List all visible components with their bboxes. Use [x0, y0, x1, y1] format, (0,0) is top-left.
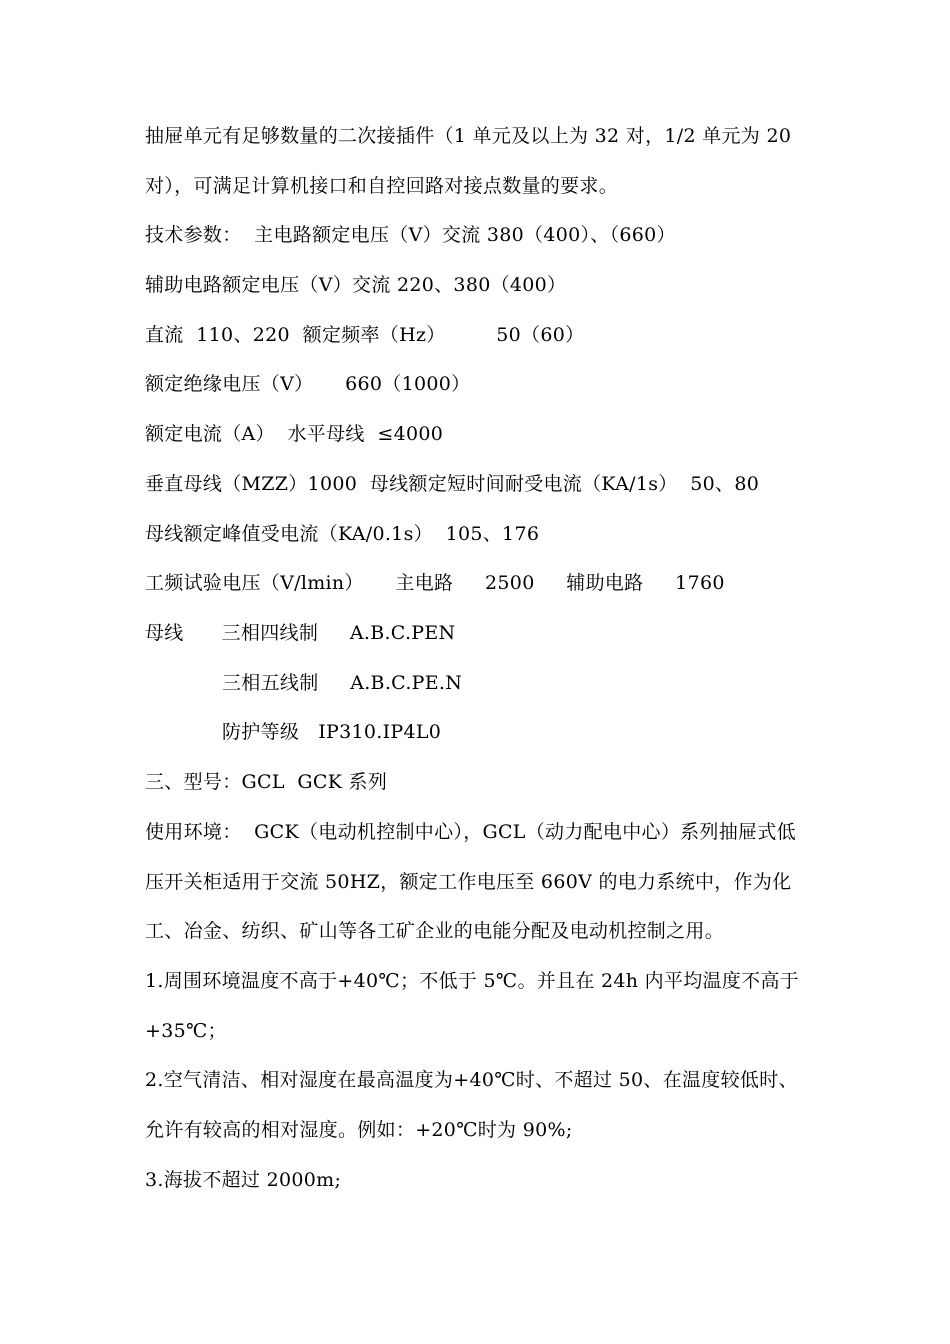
text-line: 直流 110、220 额定频率（Hz） 50（60）: [145, 324, 585, 346]
text-line: 三相五线制 A.B.C.PE.N: [222, 672, 463, 694]
text-line: 压开关柜适用于交流 50HZ，额定工作电压至 660V 的电力系统中，作为化: [145, 871, 792, 893]
text-line: 抽屉单元有足够数量的二次接插件（1 单元及以上为 32 对，1/2 单元为 20: [145, 125, 792, 147]
text-line: 3.海拔不超过 2000m;: [145, 1169, 342, 1191]
text-line: +35℃；: [145, 1020, 227, 1042]
text-line: 辅助电路额定电压（V）交流 220、380（400）: [145, 274, 567, 296]
text-line: 额定电流（A） 水平母线 ≤4000: [145, 423, 444, 445]
text-line: 对），可满足计算机接口和自控回路对接点数量的要求。: [145, 175, 619, 197]
text-line: 母线 三相四线制 A.B.C.PEN: [145, 622, 456, 644]
text-line: 垂直母线（MZZ）1000 母线额定短时间耐受电流（KA/1s） 50、80: [145, 473, 760, 495]
text-line: 母线额定峰值受电流（KA/0.1s） 105、176: [145, 523, 540, 545]
text-line: 2.空气清洁、相对湿度在最高温度为+40℃时、不超过 50、在温度较低时、: [145, 1069, 798, 1091]
text-line: 使用环境： GCK（电动机控制中心），GCL（动力配电中心）系列抽屉式低: [145, 821, 796, 843]
text-line: 工、冶金、纺织、矿山等各工矿企业的电能分配及电动机控制之用。: [145, 920, 725, 942]
text-line: 允许有较高的相对湿度。例如：+20℃时为 90%;: [145, 1119, 573, 1141]
text-line: 1.周围环境温度不高于+40℃；不低于 5℃。并且在 24h 内平均温度不高于: [145, 970, 800, 992]
text-line: 工频试验电压（V/lmin） 主电路 2500 辅助电路 1760: [145, 572, 725, 594]
text-line: 额定绝缘电压（V） 660（1000）: [145, 373, 471, 395]
section-heading: 三、型号：GCL GCK 系列: [145, 771, 388, 793]
text-line: 技术参数： 主电路额定电压（V）交流 380（400）、（660）: [145, 224, 676, 246]
text-line: 防护等级 IP310.IP4L0: [222, 721, 442, 743]
